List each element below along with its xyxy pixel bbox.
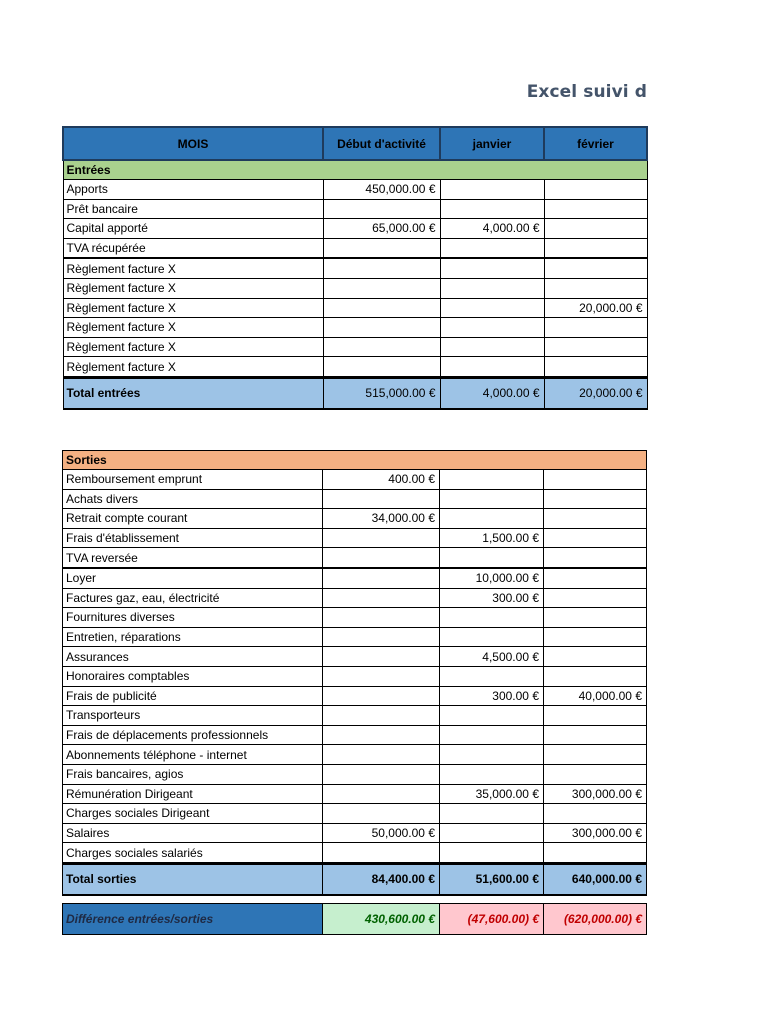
- row-label[interactable]: Apports: [63, 180, 323, 200]
- value-cell[interactable]: 34,000.00 €: [323, 509, 440, 529]
- row-label[interactable]: Règlement facture X: [63, 318, 323, 338]
- value-cell[interactable]: [440, 180, 544, 200]
- value-cell[interactable]: [323, 608, 440, 628]
- value-cell[interactable]: [544, 706, 647, 726]
- row-label[interactable]: Rémunération Dirigeant: [63, 784, 323, 804]
- table-row: [63, 489, 647, 509]
- section-label[interactable]: Sorties: [63, 451, 647, 470]
- row-label[interactable]: Prêt bancaire: [63, 199, 323, 219]
- value-cell[interactable]: [440, 627, 544, 647]
- total-label[interactable]: Total entrées: [63, 377, 323, 409]
- row-label[interactable]: Remboursement emprunt: [63, 470, 323, 490]
- total-value[interactable]: 640,000.00 €: [544, 863, 647, 895]
- total-label[interactable]: Total sorties: [63, 863, 323, 895]
- table-row: [63, 568, 647, 588]
- value-cell[interactable]: [440, 608, 544, 628]
- row-label[interactable]: TVA récupérée: [63, 238, 323, 258]
- header-fevrier[interactable]: février: [544, 127, 647, 160]
- value-cell[interactable]: [323, 627, 440, 647]
- table-row: [63, 823, 647, 843]
- total-value[interactable]: 20,000.00 €: [544, 377, 647, 409]
- table-row: [63, 528, 647, 548]
- table-row: [63, 843, 647, 864]
- row-label[interactable]: Factures gaz, eau, électricité: [63, 588, 323, 608]
- table-row: [63, 764, 647, 784]
- table-row: [63, 337, 647, 357]
- value-cell[interactable]: [323, 528, 440, 548]
- value-cell[interactable]: 35,000.00 €: [440, 784, 544, 804]
- row-label[interactable]: Règlement facture X: [63, 278, 323, 298]
- value-cell[interactable]: [544, 568, 647, 588]
- value-cell[interactable]: [544, 278, 647, 298]
- value-cell[interactable]: [544, 647, 647, 667]
- row-label[interactable]: Salaires: [63, 823, 323, 843]
- table-row: [63, 784, 647, 804]
- value-cell[interactable]: [440, 666, 544, 686]
- row-label[interactable]: Frais de publicité: [63, 686, 323, 706]
- difference-row: [63, 904, 647, 935]
- table-row: [63, 588, 647, 608]
- value-cell[interactable]: [544, 843, 647, 864]
- value-cell[interactable]: [544, 337, 647, 357]
- sorties-table: [62, 450, 647, 896]
- value-cell[interactable]: [440, 298, 544, 318]
- row-label[interactable]: Entretien, réparations: [63, 627, 323, 647]
- value-cell[interactable]: [544, 258, 647, 278]
- table-row: [63, 647, 647, 667]
- table-row: [63, 548, 647, 568]
- value-cell[interactable]: 450,000.00 €: [323, 180, 440, 200]
- value-cell[interactable]: [323, 706, 440, 726]
- value-cell[interactable]: [440, 745, 544, 765]
- value-cell[interactable]: [544, 489, 647, 509]
- row-label[interactable]: Abonnements téléphone - internet: [63, 745, 323, 765]
- value-cell[interactable]: [544, 548, 647, 568]
- difference-label[interactable]: Différence entrées/sorties: [63, 904, 323, 935]
- difference-debut[interactable]: 430,600.00 €: [323, 904, 440, 935]
- section-label[interactable]: Entrées: [63, 160, 647, 180]
- table-row: [63, 608, 647, 628]
- value-cell[interactable]: [544, 318, 647, 338]
- value-cell[interactable]: [323, 843, 440, 864]
- total-value[interactable]: 84,400.00 €: [323, 863, 440, 895]
- table-row: [63, 258, 647, 278]
- row-label[interactable]: Règlement facture X: [63, 298, 323, 318]
- value-cell[interactable]: [323, 258, 440, 278]
- value-cell[interactable]: 300.00 €: [440, 686, 544, 706]
- value-cell[interactable]: [323, 489, 440, 509]
- value-cell[interactable]: [323, 745, 440, 765]
- value-cell[interactable]: [544, 588, 647, 608]
- header-mois[interactable]: MOIS: [63, 127, 323, 160]
- value-cell[interactable]: [323, 784, 440, 804]
- document-title: Excel suivi d: [526, 82, 647, 102]
- difference-janvier[interactable]: (47,600.00) €: [440, 904, 544, 935]
- value-cell[interactable]: 65,000.00 €: [323, 219, 440, 239]
- value-cell[interactable]: [440, 509, 544, 529]
- table-row: [63, 804, 647, 824]
- value-cell[interactable]: 300.00 €: [440, 588, 544, 608]
- table-row: [63, 318, 647, 338]
- row-label[interactable]: Charges sociales Dirigeant: [63, 804, 323, 824]
- row-label[interactable]: Frais de déplacements professionnels: [63, 725, 323, 745]
- table-row: [63, 238, 647, 258]
- value-cell[interactable]: [544, 180, 647, 200]
- value-cell[interactable]: [440, 337, 544, 357]
- difference-fevrier[interactable]: (620,000.00) €: [544, 904, 647, 935]
- table-row: [63, 745, 647, 765]
- value-cell[interactable]: [440, 258, 544, 278]
- table-row: [63, 686, 647, 706]
- table-row: [63, 278, 647, 298]
- value-cell[interactable]: [544, 238, 647, 258]
- value-cell[interactable]: 20,000.00 €: [544, 298, 647, 318]
- value-cell[interactable]: [544, 357, 647, 378]
- value-cell[interactable]: [323, 588, 440, 608]
- value-cell[interactable]: 10,000.00 €: [440, 568, 544, 588]
- total-value[interactable]: 515,000.00 €: [323, 377, 440, 409]
- value-cell[interactable]: [323, 725, 440, 745]
- table-row: [63, 357, 647, 378]
- table-row: [63, 199, 647, 219]
- row-label[interactable]: Charges sociales salariés: [63, 843, 323, 864]
- value-cell[interactable]: [544, 666, 647, 686]
- section-sorties: [63, 451, 647, 470]
- row-label[interactable]: Assurances: [63, 647, 323, 667]
- value-cell[interactable]: [323, 568, 440, 588]
- value-cell[interactable]: [440, 843, 544, 864]
- table-row: [63, 509, 647, 529]
- row-label[interactable]: Transporteurs: [63, 706, 323, 726]
- table-row: [63, 627, 647, 647]
- value-cell[interactable]: [544, 528, 647, 548]
- value-cell[interactable]: [323, 686, 440, 706]
- value-cell[interactable]: [440, 804, 544, 824]
- row-label[interactable]: Loyer: [63, 568, 323, 588]
- table-row: [63, 725, 647, 745]
- value-cell[interactable]: 50,000.00 €: [323, 823, 440, 843]
- total-row: [63, 863, 647, 895]
- value-cell[interactable]: [544, 219, 647, 239]
- value-cell[interactable]: 40,000.00 €: [544, 686, 647, 706]
- value-cell[interactable]: [323, 238, 440, 258]
- value-cell[interactable]: [440, 318, 544, 338]
- value-cell[interactable]: [440, 725, 544, 745]
- table-row: [63, 180, 647, 200]
- value-cell[interactable]: [440, 238, 544, 258]
- value-cell[interactable]: [544, 764, 647, 784]
- value-cell[interactable]: [544, 725, 647, 745]
- value-cell[interactable]: [323, 298, 440, 318]
- value-cell[interactable]: [440, 548, 544, 568]
- table-row: [63, 219, 647, 239]
- row-label[interactable]: Frais bancaires, agios: [63, 764, 323, 784]
- row-label[interactable]: Capital apporté: [63, 219, 323, 239]
- value-cell[interactable]: [440, 278, 544, 298]
- value-cell[interactable]: [323, 666, 440, 686]
- value-cell[interactable]: [440, 489, 544, 509]
- header-debut[interactable]: Début d'activité: [323, 127, 440, 160]
- row-label[interactable]: Achats divers: [63, 489, 323, 509]
- difference-table: [62, 903, 647, 935]
- value-cell[interactable]: 4,000.00 €: [440, 219, 544, 239]
- section-entrees: [63, 160, 647, 180]
- table-row: [63, 666, 647, 686]
- row-label[interactable]: TVA reversée: [63, 548, 323, 568]
- row-label[interactable]: Retrait compte courant: [63, 509, 323, 529]
- value-cell[interactable]: [323, 199, 440, 219]
- value-cell[interactable]: [544, 509, 647, 529]
- value-cell[interactable]: [323, 804, 440, 824]
- value-cell[interactable]: 300,000.00 €: [544, 784, 647, 804]
- row-label[interactable]: Règlement facture X: [63, 258, 323, 278]
- total-value[interactable]: 4,000.00 €: [440, 377, 544, 409]
- total-row: [63, 377, 647, 409]
- value-cell[interactable]: [323, 278, 440, 298]
- row-label[interactable]: Honoraires comptables: [63, 666, 323, 686]
- value-cell[interactable]: [323, 764, 440, 784]
- value-cell[interactable]: [440, 357, 544, 378]
- value-cell[interactable]: [544, 199, 647, 219]
- value-cell[interactable]: 400.00 €: [323, 470, 440, 490]
- table-row: [63, 470, 647, 490]
- header-janvier[interactable]: janvier: [440, 127, 544, 160]
- value-cell[interactable]: [323, 548, 440, 568]
- row-label[interactable]: Règlement facture X: [63, 357, 323, 378]
- row-label[interactable]: Fournitures diverses: [63, 608, 323, 628]
- header-row: [63, 127, 647, 160]
- value-cell[interactable]: [440, 470, 544, 490]
- total-value[interactable]: 51,600.00 €: [440, 863, 544, 895]
- value-cell[interactable]: [544, 608, 647, 628]
- row-label[interactable]: Règlement facture X: [63, 337, 323, 357]
- value-cell[interactable]: 1,500.00 €: [440, 528, 544, 548]
- value-cell[interactable]: 300,000.00 €: [544, 823, 647, 843]
- value-cell[interactable]: [440, 764, 544, 784]
- table-row: [63, 298, 647, 318]
- value-cell[interactable]: [544, 470, 647, 490]
- entrees-table: [62, 126, 648, 410]
- value-cell[interactable]: [323, 318, 440, 338]
- row-label[interactable]: Frais d'établissement: [63, 528, 323, 548]
- value-cell[interactable]: [323, 647, 440, 667]
- value-cell[interactable]: [440, 823, 544, 843]
- value-cell[interactable]: [544, 804, 647, 824]
- value-cell[interactable]: [323, 357, 440, 378]
- value-cell[interactable]: [544, 745, 647, 765]
- value-cell[interactable]: [440, 199, 544, 219]
- table-row: [63, 706, 647, 726]
- value-cell[interactable]: [323, 337, 440, 357]
- value-cell[interactable]: [440, 706, 544, 726]
- value-cell[interactable]: 4,500.00 €: [440, 647, 544, 667]
- value-cell[interactable]: [544, 627, 647, 647]
